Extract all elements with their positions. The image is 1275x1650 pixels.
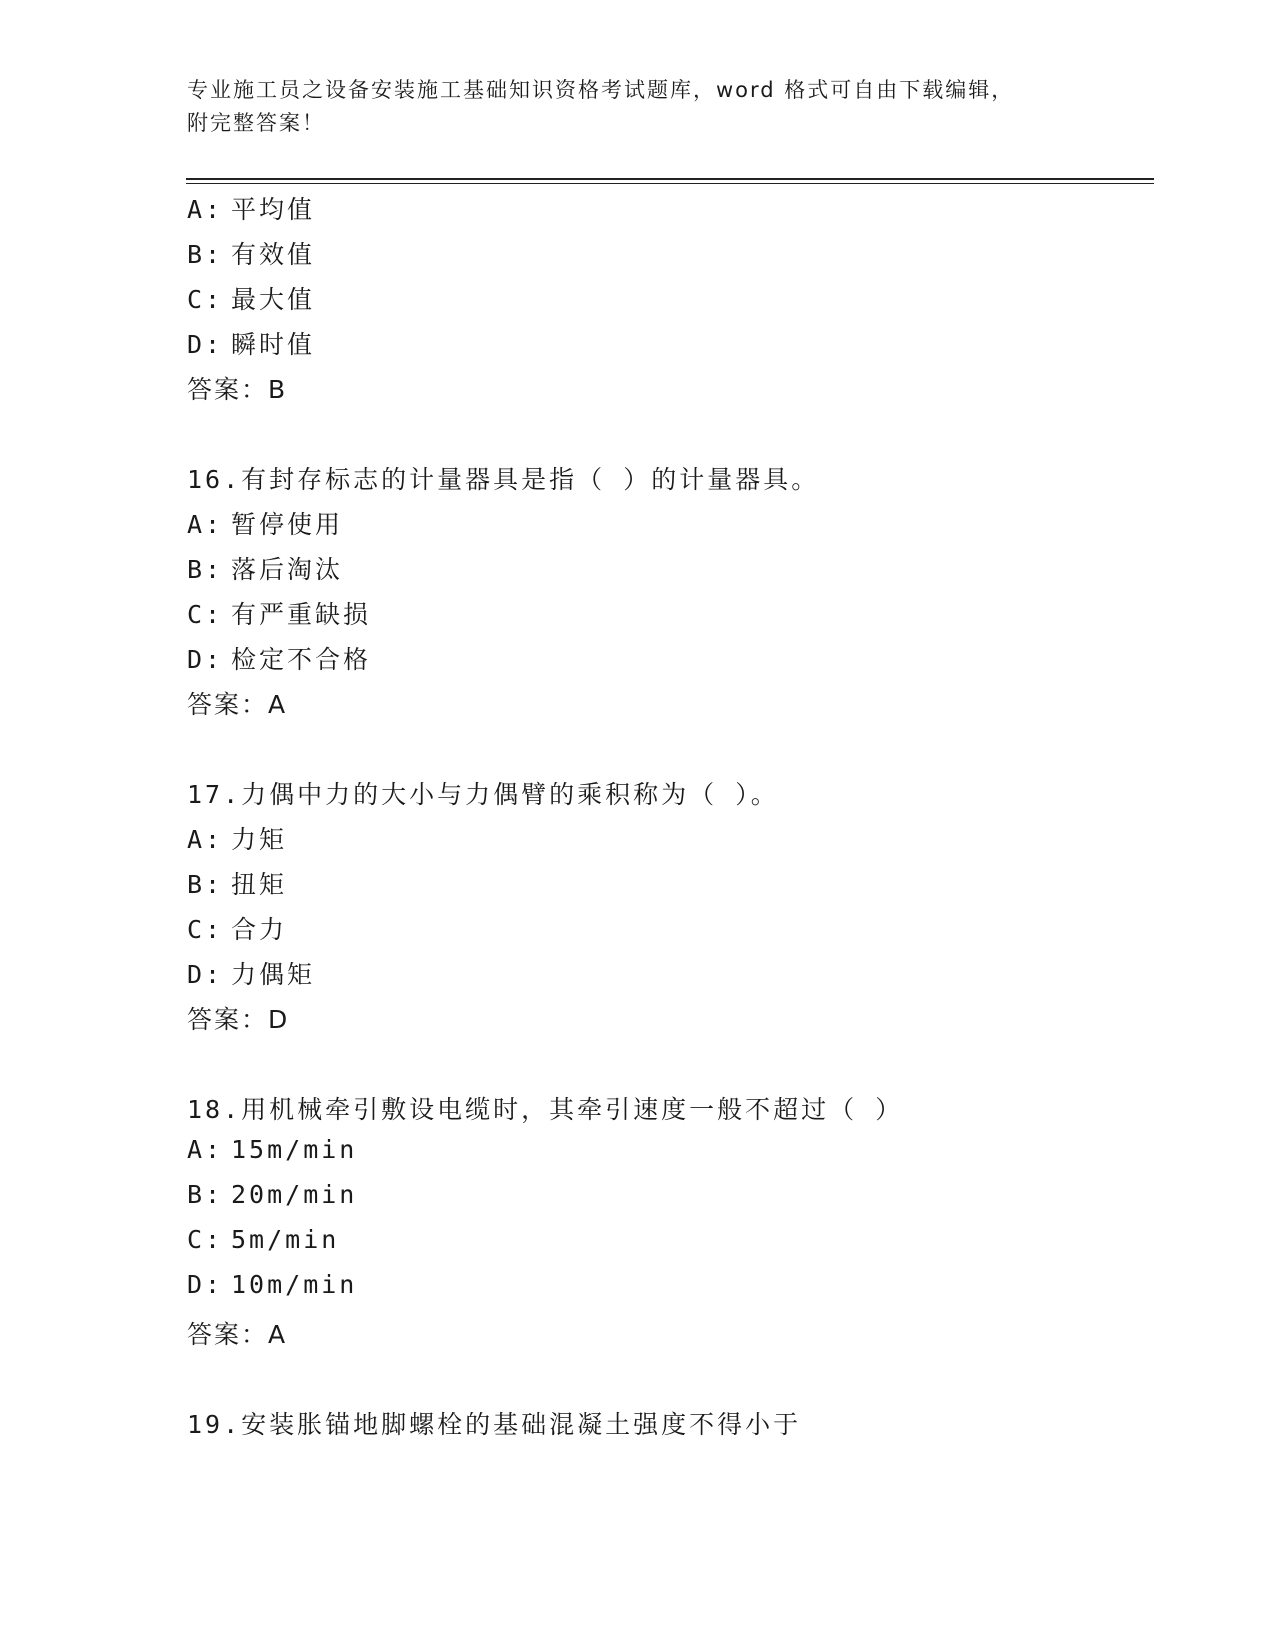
header-line-2: 附完整答案！ [187,111,325,135]
option-c: C: 合力 [187,915,288,944]
header-line-1: 专业施工员之设备安装施工基础知识资格考试题库，word 格式可自由下载编辑， [187,78,1015,102]
answer-line: 答案：D [187,1005,290,1034]
option-b: B: 20m/min [187,1180,358,1209]
answer-line: 答案：B [187,375,288,404]
question-17: 17.力偶中力的大小与力偶臂的乘积称为（ ）。 [187,780,779,809]
question-19: 19.安装胀锚地脚螺栓的基础混凝土强度不得小于 [187,1410,802,1439]
question-18: 18.用机械牵引敷设电缆时，其牵引速度一般不超过（ ） [187,1095,904,1124]
option-c: C: 有严重缺损 [187,600,372,629]
option-b: B: 落后淘汰 [187,555,344,584]
option-d: D: 10m/min [187,1270,358,1299]
option-a: A: 力矩 [187,825,288,854]
question-16: 16.有封存标志的计量器具是指（ ）的计量器具。 [187,465,820,494]
answer-line: 答案：A [187,1320,288,1349]
answer-line: 答案：A [187,690,288,719]
option-a: A: 暂停使用 [187,510,344,539]
option-a: A: 15m/min [187,1135,358,1164]
option-b: B: 有效值 [187,240,316,269]
document-header [187,74,1087,140]
header-divider [186,178,1154,184]
option-d: D: 力偶矩 [187,960,316,989]
option-d: D: 检定不合格 [187,645,372,674]
option-a: A: 平均值 [187,195,316,224]
option-c: C: 最大值 [187,285,316,314]
option-c: C: 5m/min [187,1225,340,1254]
option-d: D: 瞬时值 [187,330,316,359]
option-b: B: 扭矩 [187,870,288,899]
